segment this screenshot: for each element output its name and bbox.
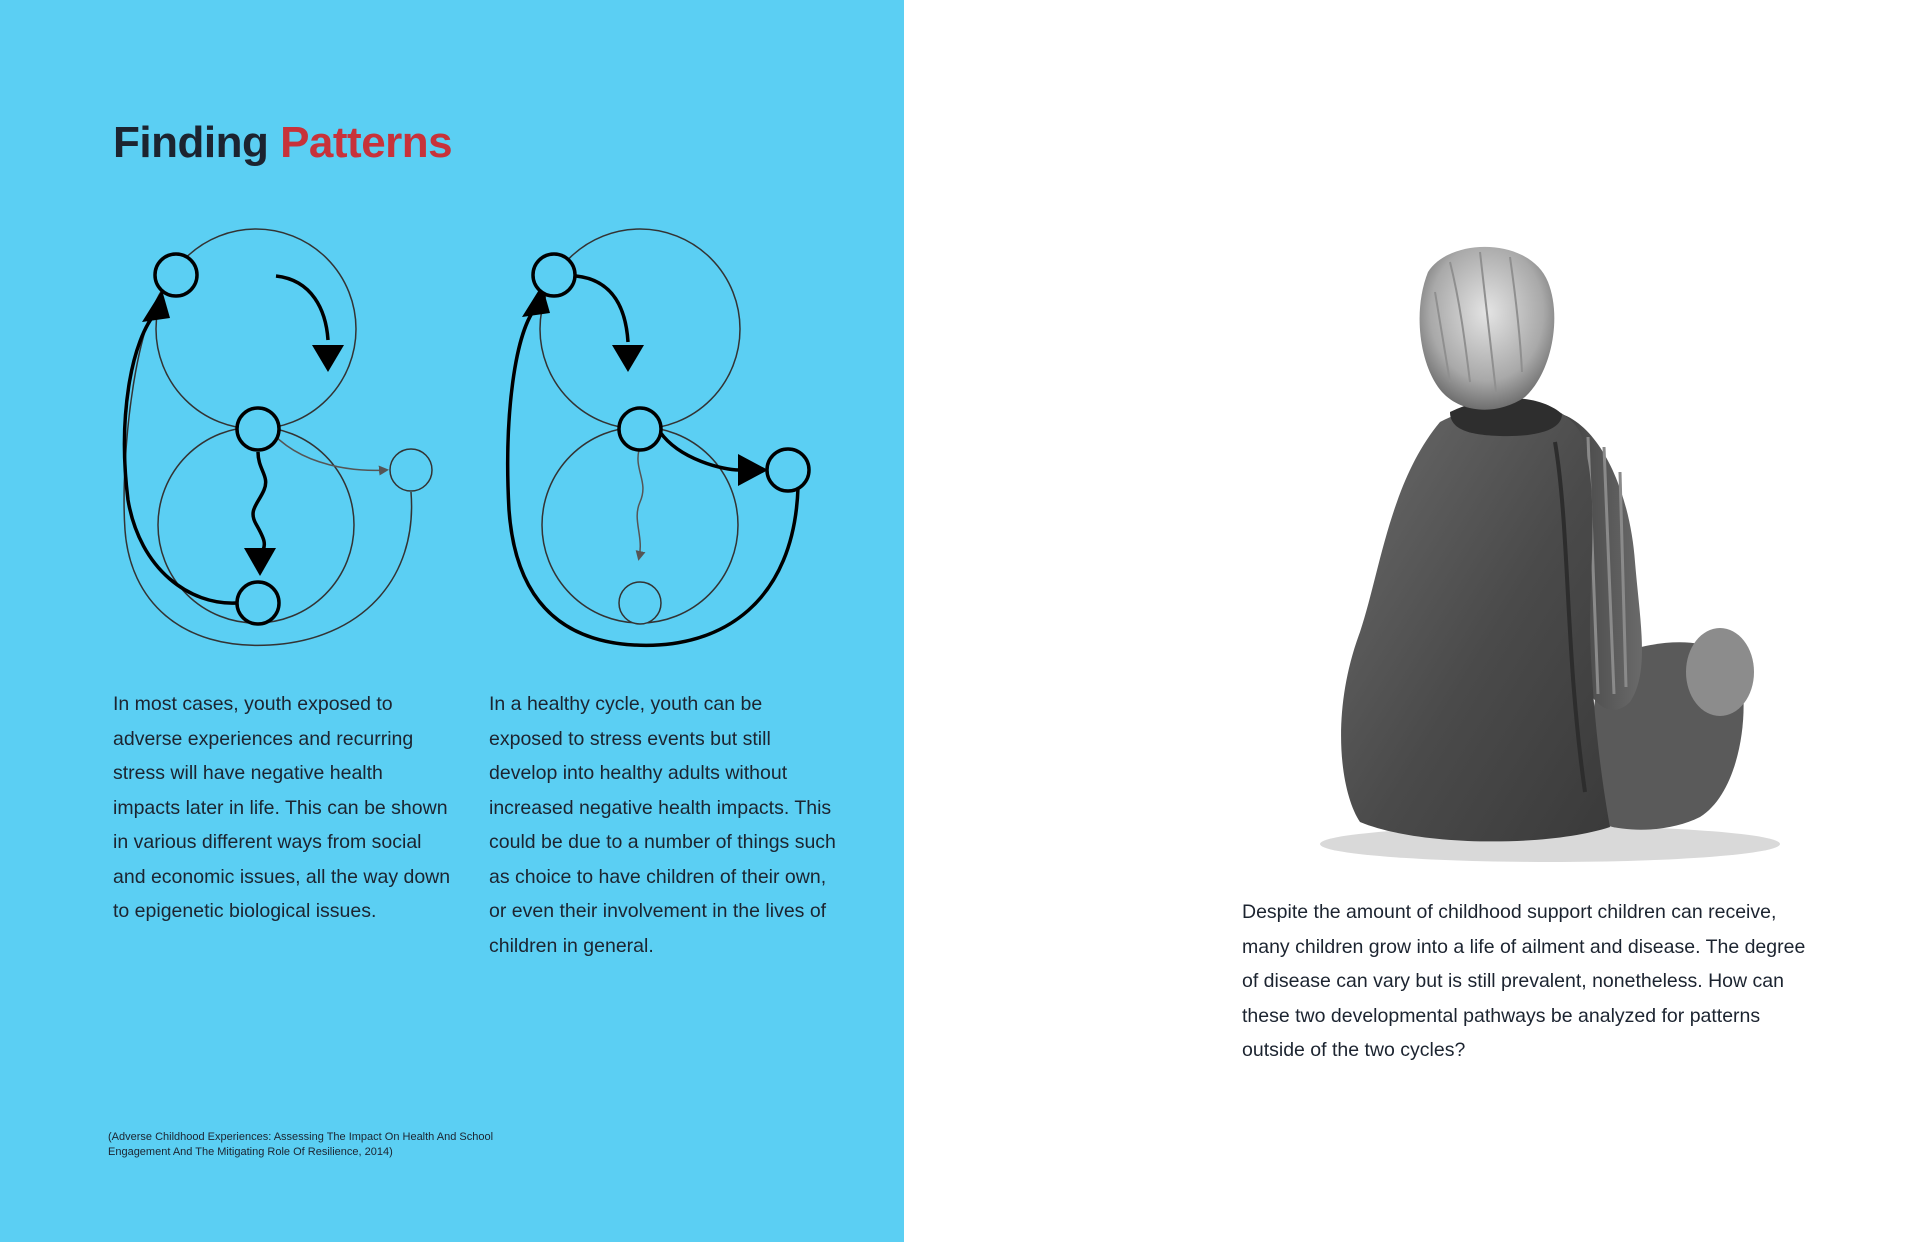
thin-wavy-arrow-mid-to-bottom (637, 450, 643, 558)
thin-arrow-to-side (268, 428, 386, 470)
node-top (533, 254, 575, 296)
arrowhead-mid-to-side (738, 454, 768, 486)
shoe (1686, 628, 1754, 716)
unhealthy-cycle-diagram (100, 220, 460, 660)
unhealthy-cycle-description: In most cases, youth exposed to adverse experiences and recurring stress will have negative health impacts later in life. This can be shown in various different ways from social and economic issues, all the way down to epigenetic biological issues. (113, 693, 451, 922)
child-photo (1300, 232, 1780, 877)
right-page-paragraph: Despite the amount of childhood support children can receive, many children grow into a life of ailment and disease. The degree of disease can vary but is still prevalent, nonetheless. How can these two developmental pathways be analyzed for patterns outside of the two cycles? (1242, 901, 1806, 1061)
healthy-cycle-diagram (484, 220, 844, 660)
return-arrow-bottom-to-top (125, 310, 236, 603)
page-title (113, 118, 452, 168)
node-top (155, 254, 197, 296)
child-photo-svg (1300, 232, 1780, 872)
arrowhead-top-to-mid (612, 345, 644, 372)
node-middle (237, 408, 279, 450)
citation: (Adverse Childhood Experiences: Assessing The Impact On Health And School Engagement And The Mitigating Role Of Resilience, 2014) (108, 1131, 494, 1158)
unhealthy-cycle-svg (100, 220, 460, 660)
wavy-arrow-mid-to-bottom (253, 452, 266, 554)
healthy-cycle-description: In a healthy cycle, youth can be exposed to stress events but still develop into healthy adults without increased negative health impacts. This could be due to a number of things such as choice to have children of their own, or even their involvement in the lives of children in general. (489, 693, 836, 957)
arrow-top-to-mid (576, 276, 628, 342)
arrow-mid-to-side (660, 432, 739, 470)
head-hair (1420, 247, 1555, 410)
node-middle (619, 408, 661, 450)
arrow-top-to-mid (276, 276, 328, 340)
node-side-faint (390, 449, 432, 491)
healthy-cycle-svg (484, 220, 844, 660)
arrowhead-mid-to-bottom (244, 548, 276, 576)
node-side (767, 449, 809, 491)
node-bottom (237, 582, 279, 624)
left-page (0, 0, 904, 1242)
title-part-1: Finding (113, 118, 269, 167)
title-part-2: Patterns (280, 118, 453, 167)
node-bottom-faint (619, 582, 661, 624)
arrowhead-top-to-mid (312, 345, 344, 372)
